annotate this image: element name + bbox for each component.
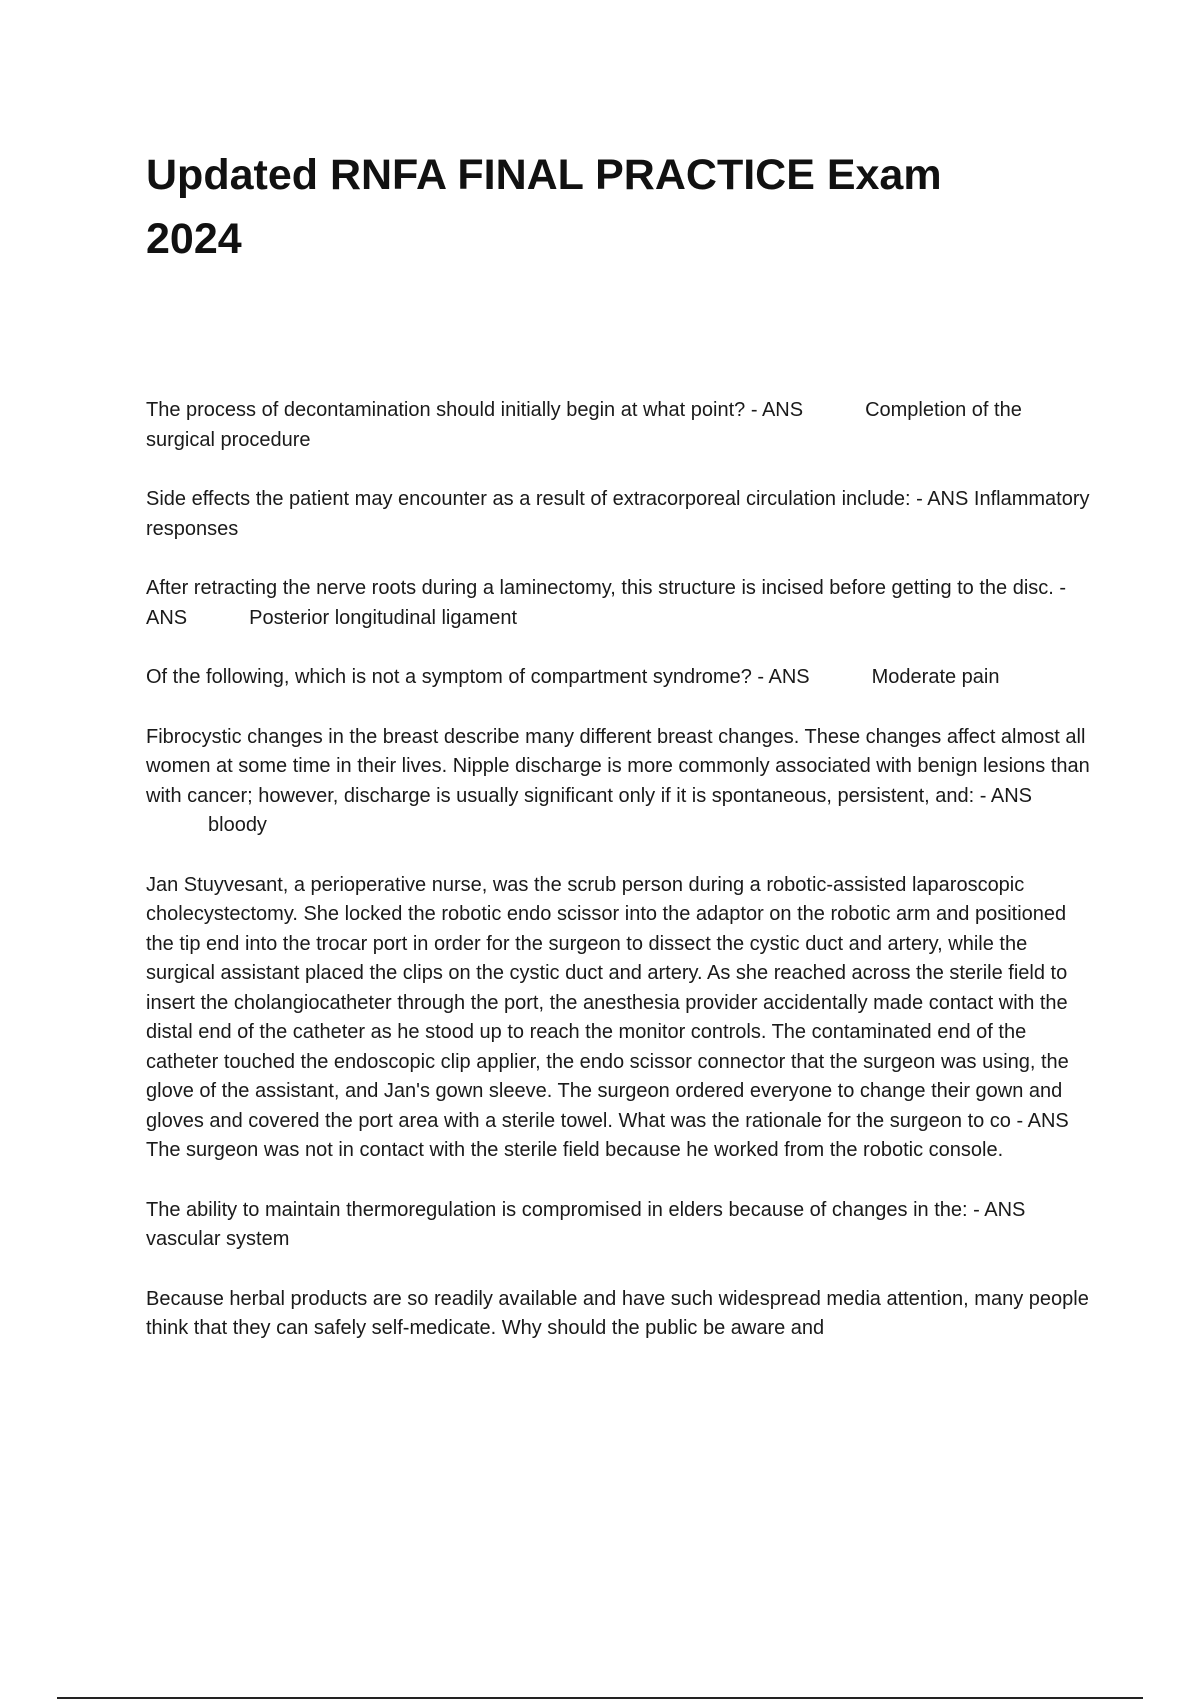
question-text: Of the following, which is not a symptom of compartment syndrome? — [146, 666, 752, 688]
qa-item — [146, 723, 1091, 841]
answer-text: Moderate pain — [871, 666, 1000, 688]
document-title: Updated RNFA FINAL PRACTICE Exam 2024 — [146, 151, 942, 263]
answer-marker: - ANS — [973, 1198, 1026, 1221]
qa-item — [146, 663, 1091, 693]
qa-item — [146, 396, 1091, 455]
question-text: Because herbal products are so readily available and have such widespread media attention, many people think that they can safely self-medicate. Why should the public be aware and — [146, 1287, 1089, 1339]
question-text: The ability to maintain thermoregulation is compromised in elders because of changes in the: — [146, 1198, 968, 1221]
answer-text: Completion of the surgical procedure — [146, 399, 1022, 451]
question-text: After retracting the nerve roots during a laminectomy, this structure is incised before getting to the disc. — [146, 577, 1054, 599]
answer-text: Posterior longitudinal ligament — [249, 606, 518, 629]
answer-marker: - ANS — [916, 488, 969, 510]
qa-item — [146, 1196, 1091, 1255]
answer-marker: - ANS — [146, 577, 1067, 629]
answer-marker: - ANS — [1016, 1109, 1069, 1132]
question-list — [146, 396, 1091, 1374]
qa-item — [146, 485, 1091, 544]
answer-text: bloody — [208, 814, 267, 836]
question-text: Fibrocystic changes in the breast describe many different breast changes. These changes affect almost all women at some time in their lives. Nipple discharge is more commonly associated with benign lesions than with cancer; however, discharge is usually significant only if it is spontaneous, persistent, and: — [146, 725, 1090, 807]
page-bottom-rule — [57, 1697, 1143, 1699]
question-text: Side effects the patient may encounter as a result of extracorporeal circulation include: — [146, 488, 911, 510]
qa-item — [146, 871, 1091, 1166]
answer-text: Inflammatory responses — [146, 488, 1090, 540]
qa-item — [146, 1285, 1091, 1344]
answer-marker: - ANS — [979, 784, 1033, 807]
answer-marker: - ANS — [757, 666, 810, 688]
qa-item — [146, 574, 1091, 633]
answer-text: The surgeon was not in contact with the sterile field because he worked from the robotic console. — [146, 1139, 1004, 1161]
answer-text: vascular system — [146, 1228, 290, 1250]
question-text: The process of decontamination should initially begin at what point? — [146, 399, 746, 421]
answer-marker: - ANS — [750, 399, 804, 421]
question-text: Jan Stuyvesant, a perioperative nurse, was the scrub person during a robotic-assisted laparoscopic cholecystectomy. She locked the robotic endo scissor into the adaptor on the robotic arm and positioned the tip end into the trocar port in order for the surgeon to dissect the cystic duct and artery, while the surgical assistant placed the clips on the cystic duct and artery. As she reached across the sterile field to insert the cholangiocatheter through the port, the anesthesia provider accidentally made contact with the distal end of the catheter as he stood up to reach the monitor controls. The contaminated end of the catheter touched the endoscopic clip applier, the endo scissor connector that the surgeon was using, the glove of the assistant, and Jan's gown sleeve. The surgeon ordered everyone to change their gown and gloves and covered the port area with a sterile towel. What was the rationale for the surgeon to co — [146, 873, 1069, 1132]
